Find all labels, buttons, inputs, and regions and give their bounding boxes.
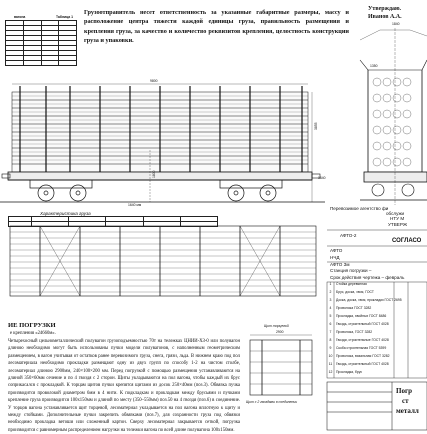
shield-note: Щит с 2 гвоздями в соединении — [246, 400, 298, 404]
dim-base: 1640 мм — [128, 203, 142, 207]
form-afto-2: АФТО-2 — [340, 233, 357, 238]
shield-title: Щит торцевой — [264, 324, 289, 328]
end-shield-drawing — [250, 335, 312, 395]
right-note-line-1: Перевозимое агентство фи — [330, 206, 389, 211]
dim-right-width: 1350 — [370, 64, 378, 68]
wagon-side-view — [0, 84, 325, 202]
spec-row: 7 Проволока, ГОСТ 3282 — [329, 330, 373, 334]
right-note-line-4: УТВЕРЖ — [388, 221, 408, 227]
spec-row: 8 Гвозди, строительные ГОСТ 4028 — [329, 338, 389, 342]
form-soglasov: СОГЛАСО — [392, 238, 422, 244]
spec-row: 2 Брус, доска, хвоя, ГОСТ — [329, 290, 374, 294]
wagon-table — [5, 20, 77, 66]
form-nchd: НЧД — [330, 255, 340, 260]
loading-title: ИЕ ПОГРУЗКИ — [8, 322, 56, 329]
right-note — [330, 206, 407, 227]
spec-row: 10 Проволока, вязальная ГОСТ 3282 — [328, 354, 390, 358]
dim-center: 1840 — [392, 22, 400, 26]
right-note-line-3: НТУ М — [390, 216, 405, 222]
wagon-table-title-left: вагона — [14, 15, 26, 19]
approval-line-1: Утверждаю. — [368, 6, 402, 12]
loading-intro: е крепления «24660м». — [10, 331, 56, 336]
loading-body: Четырехосный цельнометаллический полувагон грузоподъемностью 70т на тележках ЦНИИ-ХЗ-0 или полувагон длиною необходимо могут быть использованы пучки модели полувагонов, с наполненным геометрическим размещением, в вагон учитывая от остатков ранее перевозимого груза, снега, грязи, льда. В нижнем краю под пол лесоматериала необходимо прокладки размещают одну из двух групп по способу 1-2 на чистом столбе, лесоматериал длиною 2900мм, 240×100×200 мм. Перед погрузкой с помощью размещения устанавливаются на длиной 350×60мм сечение и по 4 гвоздя с 2 сторон. Щиты укладываются на пол вагона, чтобы каждый их брус соприкасался с прокладкой. К торцам щитов пучки крепятся щитами из досок 250×40мм (поз.3). Обвязка пучка производится проволокой диаметром 6мм в 4 нити. К подкладкам и прокладкам между брусьями и пучками крепление груза производится 100х150мм и длиной по месту (350–550мм) поз.50 на 4 гвоздя (поз.6) в соединение. У торцов вагона устанавливается щит торцевой, лесоматериал укладывается на пол вагона вплотную к щиту и между стойками. Дополнительные пучки закрепить обвязками (поз.7), для сохранности груза под обвязки необходимо прокладка ветоши или сложенный картон. Сверху лесоматериал закрывается сеткой, погрузка производится с равномерным распределением нагрузки на тележки вагона по всей длине полувагона 100х150мм. — [8, 339, 240, 433]
form-afto: АФТО — [330, 248, 343, 253]
dim-height-mid: 1800 — [152, 170, 156, 178]
spec-row: 6 Гвоздь, строительный ГОСТ 4028 — [329, 322, 389, 326]
spec-row: 5 Прокладка, хвойных ГОСТ 8486 — [329, 314, 387, 318]
spec-row: 4 Проволока ГОСТ 3282 — [329, 306, 372, 310]
form-station: Станция погрузки – — [330, 268, 372, 273]
approval-line-2: Иванов А.А. — [368, 13, 402, 20]
form-validity: Срок действия чертежа – февраль — [330, 275, 405, 280]
wagon-table-title-right: Таблица 1 — [56, 15, 73, 19]
stamp-text — [396, 386, 419, 416]
form-afto-za: АФТО Зм — [330, 262, 350, 267]
spec-row: 12 Прокладка, брус — [328, 370, 363, 374]
spec-row: 11 Гвоздь, строительный ГОСТ 4028 — [328, 362, 389, 366]
spec-table — [327, 282, 427, 378]
shield-dim: 2900 — [276, 330, 284, 334]
stamp-line-2: ст — [402, 397, 409, 405]
stamp-line-1: Погр — [396, 387, 413, 395]
bogie-left — [30, 180, 92, 201]
dim-height-right: 3855 — [314, 122, 318, 130]
spec-row: 3 Доска, доска, хвоя, прокладки ГОСТ 2695 — [329, 298, 402, 302]
dim-length-top: 9800 — [150, 79, 158, 83]
spec-row: 1 Стойка деревянная — [329, 282, 367, 286]
stamp-line-3: металл — [396, 407, 419, 415]
cargo-table — [8, 216, 218, 227]
wagon-end-view — [360, 28, 427, 205]
approval-block — [368, 6, 402, 21]
dim-half-right: 1640 — [318, 176, 326, 180]
spec-row: 9 Скоба строительная ГОСТ 5399 — [329, 346, 387, 350]
right-note-line-2: обслужи — [386, 211, 405, 217]
cargo-table-title: Характеристика груза — [40, 211, 91, 216]
bogie-right — [220, 180, 282, 201]
wagon-plan-view — [10, 226, 316, 296]
responsibility-note: Грузоотправитель несет ответственность за указанные габаритные размеры, массу и расположение центра тяжести каждой единицы груза, правильность размещения и крепления груза, за качество и количество реквизитов крепления, целостность конструкции груза и упаковки. — [84, 9, 349, 44]
